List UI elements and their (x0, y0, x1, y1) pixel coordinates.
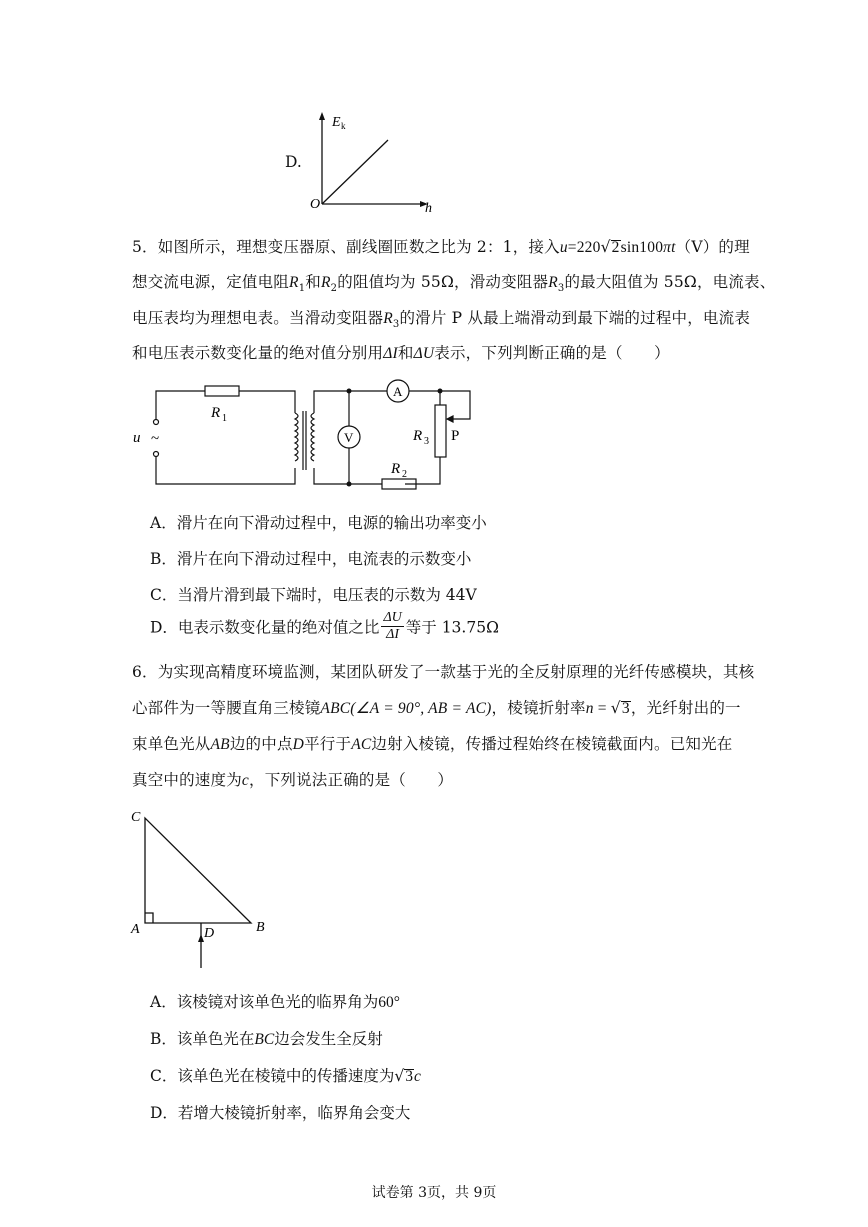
q5-line-1: 5．如图所示，理想变压器原、副线圈匝数之比为 2：1，接入u=220√2sin100πt（V）的理 (132, 238, 750, 256)
r1-label: R (211, 405, 221, 421)
slider-arrow (447, 416, 453, 422)
ammeter-label: A (393, 384, 403, 399)
node-top (347, 389, 352, 394)
r3-label: R (413, 428, 423, 444)
r2-label: R (391, 461, 401, 477)
vertex-c: C (131, 810, 141, 825)
prism-diagram (125, 805, 275, 975)
r1-sub: 1 (222, 413, 227, 424)
terminal-top (154, 420, 159, 425)
terminal-bottom (154, 452, 159, 457)
delta-fraction: $\frac{\Delta U}{\Delta I}$ (383, 610, 402, 642)
node-bottom (347, 482, 352, 487)
q6-option-d: D．若增大棱镜折射率，临界角会变大 (150, 1104, 411, 1122)
slider-label: P (451, 428, 460, 444)
origin-label: O (310, 197, 321, 212)
q6-option-a: A．该棱镜对该单色光的临界角为60° (150, 993, 400, 1011)
q6-option-b: B．该单色光在BC边会发生全反射 (150, 1030, 383, 1048)
q5-line-2: 想交流电源，定值电阻$R_1$和$R_2$的阻值均为 55Ω，滑动变阻器$R_3$的最大阻值为 55Ω，电流表、 (132, 273, 776, 295)
primary-coil (295, 413, 298, 461)
y-axis-sub: k (341, 121, 346, 131)
q5-option-c: C．当滑片滑到最下端时，电压表的示数为 44V (150, 586, 477, 604)
q6-line-2: 心部件为一等腰直角三棱镜ABC(∠A = 90°, AB = AC)，棱镜折射率n = √3，光纤射出的一 (132, 699, 741, 717)
ek-line (322, 140, 388, 204)
source-label: u (133, 430, 141, 446)
page-footer: 试卷第 3页，共 9页 (371, 1185, 497, 1201)
x-axis-label: h (425, 201, 432, 216)
q5-line-4: 和电压表示数变化量的绝对值分别用ΔI和ΔU表示，下列判断正确的是（ ） (132, 344, 670, 362)
y-axis-label: E (332, 115, 341, 130)
ac-symbol: ~ (151, 431, 160, 447)
ek-h-graph (300, 108, 440, 218)
right-angle-mark (145, 913, 153, 923)
q6-option-c: C．该单色光在棱镜中的传播速度为√3c (150, 1067, 421, 1085)
node-r3-top (438, 389, 443, 394)
point-d: D (204, 926, 215, 941)
graph-option-label: D. (285, 153, 302, 171)
vertex-b: B (256, 920, 265, 935)
y-axis-arrow (319, 112, 325, 120)
prism-triangle (145, 818, 251, 923)
q5-option-b: B．滑片在向下滑动过程中，电流表的示数变小 (150, 550, 472, 568)
q5-line-3: 电压表均为理想电表。当滑动变阻器$R_3$的滑片 P 从最上端滑动到最下端的过程中，电流表 (132, 309, 751, 331)
transformer-circuit (125, 378, 485, 493)
r3-rheostat (435, 405, 446, 457)
q5-option-a: A．滑片在向下滑动过程中，电源的输出功率变小 (150, 514, 487, 532)
secondary-coil (311, 413, 314, 461)
q5-option-d: D．电表示数变化量的绝对值之比 $\frac{\Delta U}{\Delta I}$ 等于 13.75Ω (150, 610, 499, 642)
q6-line-3: 束单色光从AB边的中点D平行于AC边射入棱镜，传播过程始终在棱镜截面内。已知光在 (132, 735, 733, 753)
r1-resistor (205, 386, 239, 396)
vertex-a: A (131, 922, 140, 937)
r3-sub: 3 (424, 436, 429, 447)
q6-line-1: 6．为实现高精度环境监测，某团队研发了一款基于光的全反射原理的光纤传感模块，其核 (132, 663, 755, 681)
r2-sub: 2 (402, 469, 407, 480)
voltmeter-label: V (344, 430, 354, 445)
q6-line-4: 真空中的速度为c，下列说法正确的是（ ） (132, 771, 454, 789)
